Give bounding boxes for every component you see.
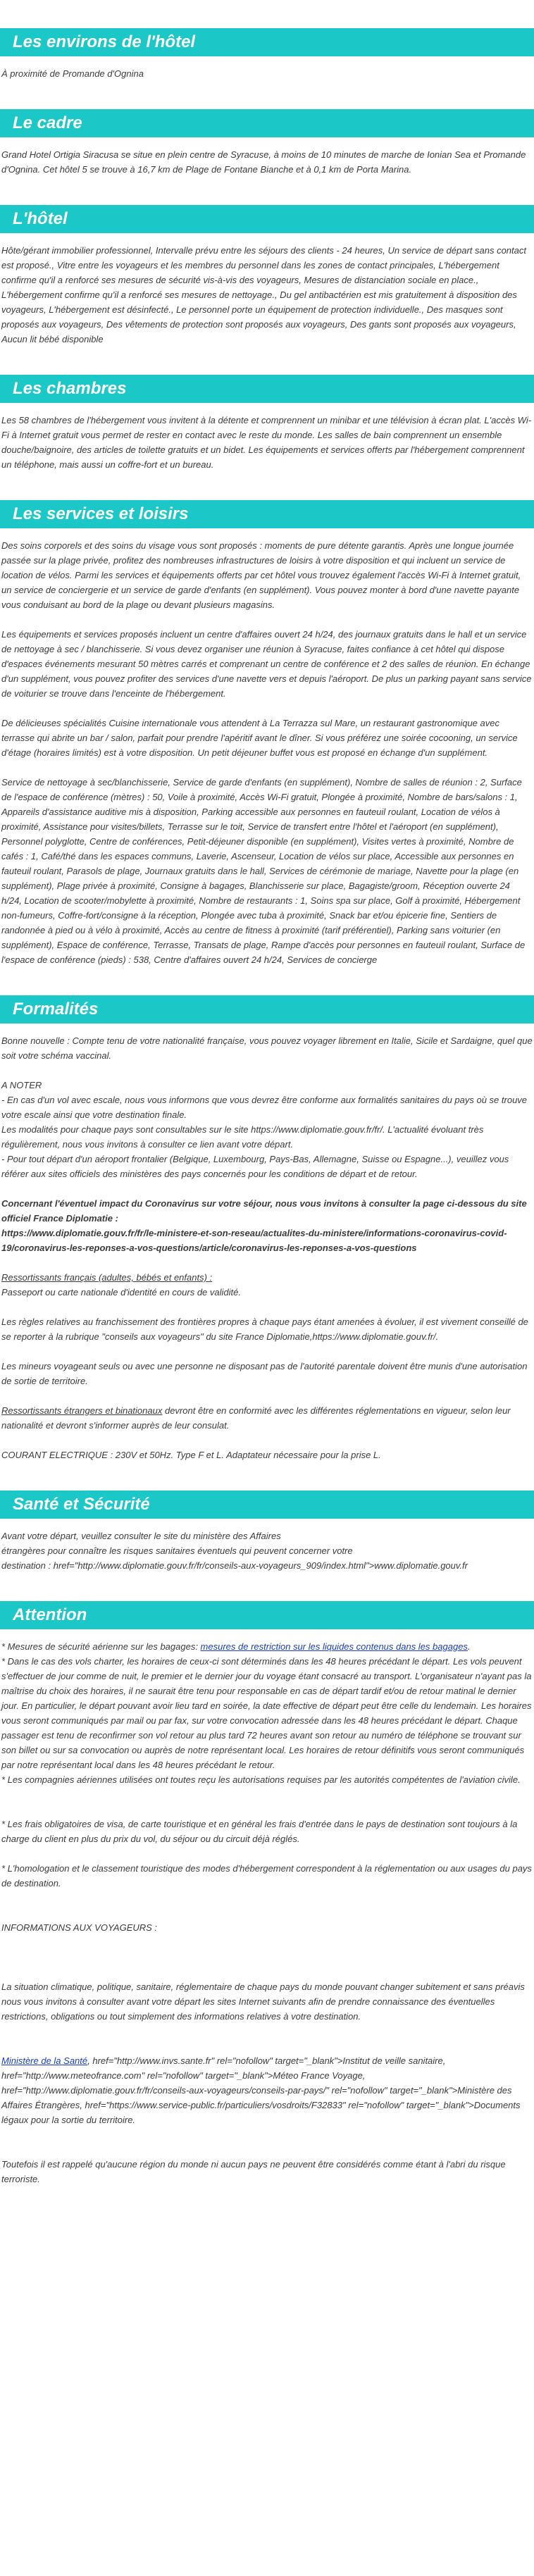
section-title-attention: Attention: [0, 1601, 534, 1629]
covid-intro: Concernant l'éventuel impact du Coronavirus sur votre séjour, nous vous invitons à consulter la page ci-dessous du site officiel France Diplomatie :: [1, 1198, 527, 1224]
spacer: [0, 1891, 534, 1920]
section-title-hotel: L'hôtel: [0, 205, 534, 233]
mesure-1-prefix: * Mesures de sécurité aérienne sur les bagages:: [1, 1641, 201, 1652]
page: [0, 28, 534, 2186]
nota-3: - Pour tout départ d'un aéroport frontalier (Belgique, Luxembourg, Pays-Bas, Allemagne, Suisse ou Espagne...), veuillez vous référer aux sites officiels des ministères des pays concernés pour les conditions de départ et de retour.: [1, 1154, 509, 1179]
sante-line-3: destination : href="http://www.diplomatie.gouv.fr/fr/conseils-aux-voyageurs_909/index.html">www.diplomatie.gouv.fr: [1, 1560, 468, 1571]
section-cadre: [0, 109, 534, 177]
section-sante: [0, 1491, 534, 1573]
spacer: [0, 2127, 534, 2157]
formalites-paragraph-1: Bonne nouvelle : Compte tenu de votre nationalité française, vous pouvez voyager librement en Italie, Sicile et Sardaigne, quel que soit votre schéma vaccinal.: [1, 1035, 533, 1061]
etrangers-label: Ressortissants étrangers et binationaux: [1, 1405, 163, 1416]
section-title-cadre: Le cadre: [0, 109, 534, 137]
spacer: [0, 1935, 534, 1979]
ressortissants-label: Ressortissants français (adultes, bébés et enfants) :: [1, 1272, 213, 1283]
infos-label: INFORMATIONS AUX VOYAGEURS :: [1, 1922, 158, 1933]
nota-2: Les modalités pour chaque pays sont consultables sur le site https://www.diplomatie.gouv.fr/fr/. L'actualité évoluant très régulièrement, nous vous invitons à consulter ce lien avant votre départ.: [1, 1124, 484, 1150]
courant-text: COURANT ELECTRIQUE : 230V et 50Hz. Type F et L. Adaptateur nécessaire pour la prise L.: [1, 1450, 381, 1460]
etrangers-text: devront être en conformité avec les différentes réglementations en vigueur, selon leur nationalité et devront s'informer auprès de leur consulat.: [1, 1405, 511, 1431]
spacer: [0, 2024, 534, 2053]
section-formalites: [0, 995, 534, 1462]
services-paragraph-2: Les équipements et services proposés incluent un centre d'affaires ouvert 24 h/24, des journaux gratuits dans le hall et un service de nettoyage à sec / blanchisserie. Si vous devez organiser une réunion à Syracuse, faites confiance à cet hôtel qui dispose d'espaces événements mesurant 50 mètres carrés et comprenant un centre de conférence et 2 des salles de réunion. En échange d'un supplément, vous pouvez profiter des services d'une navette vers et depuis l'aéroport. De plus un parking payant sans service de voiturier se trouve dans l'enceinte de l'hébergement.: [1, 629, 532, 699]
services-paragraph-3: De délicieuses spécialités Cuisine internationale vous attendent à La Terrazza sul Mare, un restaurant gastronomique avec terrasse qui abrite un bar / salon, parfait pour prendre l'apéritif avant le dîner. Si vous préférez une soirée cocooning, un service d'étage (horaires limités) est à votre disposition. Un petit déjeuner buffet vous est proposé en échange d'un supplément.: [1, 718, 518, 758]
services-paragraph-1: Des soins corporels et des soins du visage vous sont proposés : moments de pure détente garantis. Après une longue journée passée sur la plage privée, profitez des nombreuses infrastructures de loisirs à votre disposition et qui incluent un service de location de vélos. Parmi les services et équipements offerts par cet hôtel vous trouvez également l'accès Wi-Fi à Internet gratuit, un service de conciergerie et un service de garde d'enfants (en supplément). Vous pouvez monter à bord d'une navette payante vous conduisant au bord de la plage ou devant plusieurs magasins.: [1, 540, 521, 610]
section-hotel: [0, 205, 534, 347]
links-text: , href="http://www.invs.sante.fr" rel="nofollow" target="_blank">Institut de veille sanitaire, href="http://www.meteofrance.com" rel="nofollow" target="_blank">Méteo France Voyage, href="http://www.diplomatie.gouv.fr/fr/conseils-aux-voyageurs/conseils-par-pays/" rel="nofollow" target="_blank">Ministère des Affaires Étrangères, href="https://www.service-public.fr/particuliers/vosdroits/F32833" rel="nofollow" target="_blank">Documents légaux pour la sortie du territoire.: [1, 2055, 521, 2125]
section-services: [0, 500, 534, 967]
mineurs-text: Les mineurs voyageant seuls ou avec une personne ne disposant pas de l'autorité parentale doivent être munis d'une autorisation de sortie de territoire.: [1, 1361, 528, 1386]
section-title-services: Les services et loisirs: [0, 500, 534, 528]
section-title-environs: Les environs de l'hôtel: [0, 28, 534, 56]
spacer: [0, 1787, 534, 1817]
ministere-sante-link[interactable]: Ministère de la Santé: [1, 2055, 88, 2066]
services-paragraph-4: Service de nettoyage à sec/blanchisserie, Service de garde d'enfants (en supplément), Nombre de salles de réunion : 2, Surface de l'espace de conférence (mètres) : 50, Voile à proximité, Accès Wi-Fi gratuit, Plongée à proximité, Nombre de bars/salons : 1, Appareils d'assistance auditive mis à disposition, Parking accessible aux personnes en fauteuil roulant, Location de vélos à proximité, Assistance pour visites/billets, Terrasse sur le toit, Service de transfert entre l'hôtel et l'aéroport (en supplément), Personnel polyglotte, Centre de conférences, Petit-déjeuner disponible (en supplément), Visites vertes à proximité, Nombre de cafés : 1, Café/thé dans les espaces communs, Laverie, Ascenseur, Location de vélos sur place, Accessible aux personnes en fauteuil roulant, Parasols de plage, Journaux gratuits dans le hall, Services de cérémonie de mariage, Navette pour la plage (en supplément), Plage privée à proximité, Consigne à bagages, Blanchisserie sur place, Bagagiste/groom, Réception ouverte 24 h/24, Location de scooter/mobylette à proximité, Nombre de restaurants : 1, Soins spa sur place, Golf à proximité, Hébergement non-fumeurs, Coffre-fort/consigne à la réception, Plongée avec tuba à proximité, Snack bar et/ou épicerie fine, Sentiers de randonnée à pied ou à vélo à proximité, Accès au centre de fitness à proximité (tarif préférentiel), Parking sans voiturier (en supplément), Espace de conférence, Terrasse, Transats de plage, Rampe d'accès pour personnes en fauteuil roulant, Surface de l'espace de conférence (pieds) : 538, Centre d'affaires ouvert 24 h/24, Services de concierge: [1, 777, 526, 965]
liquides-restriction-link[interactable]: mesures de restriction sur les liquides contenus dans les bagages: [200, 1641, 468, 1652]
chambres-text: Les 58 chambres de l'hébergement vous invitent à la détente et comprennent un minibar et une télévision à écran plat. L'accès Wi-Fi à Internet gratuit vous permet de rester en contact avec le reste du monde. Les salles de bain comprennent un ensemble douche/baignoire, des articles de toilette gratuits et un bidet. Les équipements et services offerts par l'hébergement comprennent un téléphone, mais aussi un coffre-fort et un bureau.: [1, 415, 532, 470]
mesure-1-suffix: .: [467, 1641, 471, 1652]
environs-text: À proximité de Promande d'Ognina: [1, 68, 144, 79]
mesure-5: * L'homologation et le classement touristique des modes d'hébergement correspondent à la réglementation ou aux usages du pays de destination.: [1, 1863, 532, 1889]
situation-text-2: nous vous invitons à consulter avant votre départ les sites Internet suivants afin de prendre connaissance des éventuelles restrictions, obligations ou tout simplement des informations relatives à votre destination.: [1, 1996, 495, 2022]
sante-line-2: étrangères pour connaître les risques sanitaires éventuels qui peuvent concerner votre: [1, 1545, 353, 1556]
links-paragraph: [0, 2053, 534, 2127]
hotel-text: Hôte/gérant immobilier professionnel, Intervalle prévu entre les séjours des clients - 24 heures, Un service de départ sans contact est proposé., Vitre entre les voyageurs et les membres du personnel dans les zones de contact principales, L'hébergement confirme qu'il a renforcé ses mesures de sécurité vis-à-vis des voyageurs, Mesures de distanciation sociale en place., L'hébergement confirme qu'il a renforcé ses mesures de nettoyage., Du gel antibactérien est mis gratuitement à disposition des voyageurs, L'hébergement est désinfecté., Le personnel porte un équipement de protection individuelle., Des masques sont proposés aux voyageurs, Des vêtements de protection sont proposés aux voyageurs, Des gants sont proposés aux voyageurs, Aucun lit bébé disponible: [1, 245, 526, 344]
mesure-1: [0, 1639, 534, 1654]
covid-link: https://www.diplomatie.gouv.fr/fr/le-ministere-et-son-reseau/actualites-du-ministere/informations-coronavirus-covid-19/coronavirus-les-reponses-a-vos-questions/article/coronavirus-les-reponses-a-vos-questions: [1, 1228, 507, 1253]
nota-label: A NOTER: [1, 1080, 42, 1090]
section-chambres: [0, 375, 534, 472]
section-environs: [0, 28, 534, 81]
mesure-3: * Les compagnies aériennes utilisées ont toutes reçu les autorisations requises par les autorités compétentes de l'aviation civile.: [1, 1774, 521, 1785]
mesure-2: * Dans le cas des vols charter, les horaires de ceux-ci sont déterminés dans les 48 heures précédant le départ. Les vols peuvent s'effectuer de jour comme de nuit, le premier et le dernier jour du voyage étant consacré au transport. L'organisateur n'ayant pas la maîtrise du choix des horaires, il ne saurait être tenu pour responsable en cas de départ tardif et/ou de retour matinal le dernier jour. En particulier, le départ pouvant avoir lieu tard en soirée, la date effective de départ peut être celle du lendemain. Les horaires vous seront communiqués par mail ou par fax, sur votre convocation adressée dans les 48 heures précédant le départ. Chaque passager est tenu de reconfirmer son vol retour au plus tard 72 heures avant son retour au numéro de téléphone se trouvant sur son billet ou sur sa convocation ou auprès de notre représentant local. Les horaires de retour définitifs vous seront communiqués par notre représentant local dans les 48 heures précédant le retour.: [1, 1656, 532, 1770]
cadre-text: Grand Hotel Ortigia Siracusa se situe en plein centre de Syracuse, à moins de 10 minutes de marche de Ionian Sea et Promande d'Ognina. Cet hôtel 5 se trouve à 16,7 km de Plage de Fontane Bianche et à 0,1 km de Porta Marina.: [1, 149, 526, 175]
mesure-4: * Les frais obligatoires de visa, de carte touristique et en général les frais d'entrée dans le pays de destination sont toujours à la charge du client en plus du prix du vol, du séjour ou du circuit déjà réglés.: [1, 1819, 518, 1844]
situation-text: La situation climatique, politique, sanitaire, réglementaire de chaque pays du monde pouvant changer subitement et sans préavis: [1, 1981, 525, 1992]
nota-1: - En cas d'un vol avec escale, nous vous informons que vous devrez être conforme aux formalités sanitaires du pays où se trouve votre escale ainsi que votre destination finale.: [1, 1095, 528, 1120]
etrangers-paragraph: [0, 1403, 534, 1433]
section-title-sante: Santé et Sécurité: [0, 1491, 534, 1519]
section-title-chambres: Les chambres: [0, 375, 534, 403]
final-text: Toutefois il est rappelé qu'aucune région du monde ni aucun pays ne peuvent être considérés comme étant à l'abri du risque terroriste.: [1, 2159, 506, 2184]
regles-text: Les règles relatives au franchissement des frontières propres à chaque pays étant amenées à évoluer, il est vivement conseillé de se reporter à la rubrique "conseils aux voyageurs" du site France Diplomatie,https://www.diplomatie.gouv.fr/.: [1, 1317, 528, 1342]
section-attention: [0, 1601, 534, 2186]
ressortissants-text: Passeport ou carte nationale d'identité en cours de validité.: [1, 1287, 241, 1298]
sante-line-1: Avant votre départ, veuillez consulter le site du ministère des Affaires: [1, 1531, 281, 1541]
section-title-formalites: Formalités: [0, 995, 534, 1023]
